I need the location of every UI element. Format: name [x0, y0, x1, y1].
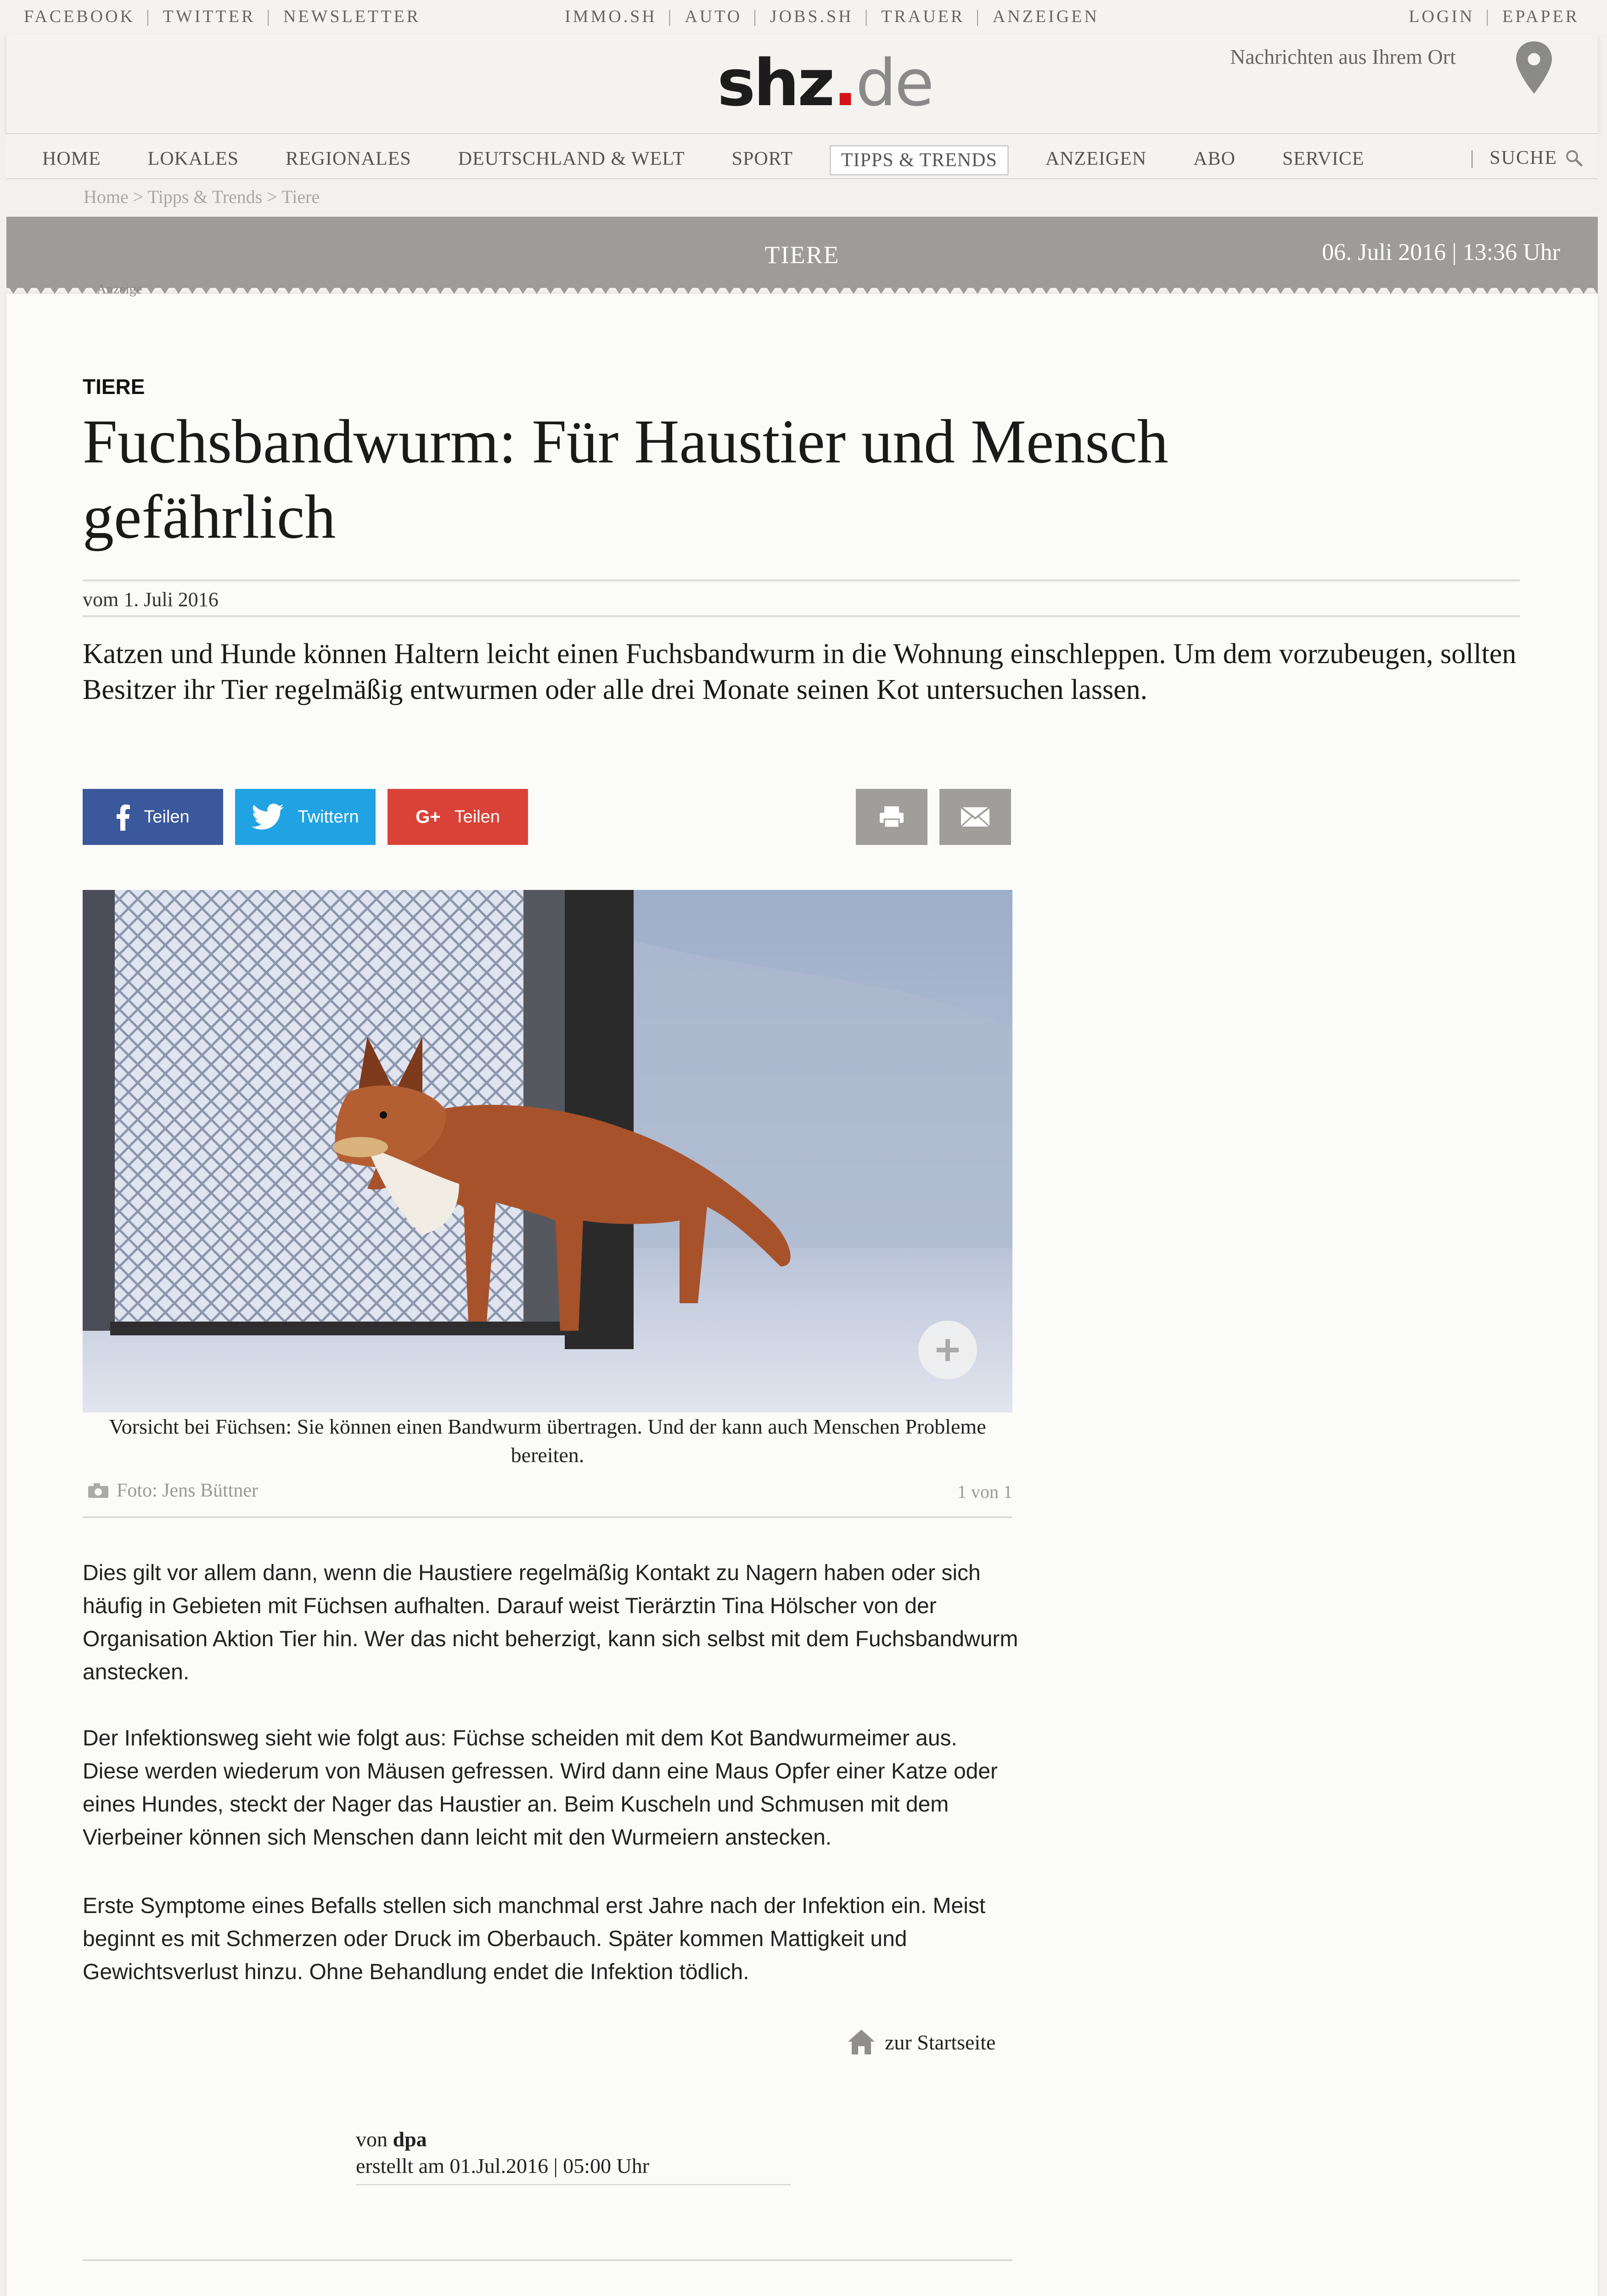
article-date: vom 1. Juli 2016: [83, 588, 219, 611]
top-links-right: LOGIN | EPAPER: [1409, 7, 1579, 26]
top-links-left: FACEBOOK | TWITTER | NEWSLETTER: [24, 7, 421, 26]
article-paragraph: Der Infektionsweg sieht wie folgt aus: Füchse scheiden mit dem Kot Bandwurmeimer aus. Diese werden wiederum von Mäusen gefressen. Wird dann eine Maus Opfer einer Katze oder eines Hundes, steckt der Nager das Haustier an. Beim Kuscheln und Schmusen mit dem Vierbeiner können sich Menschen dann leicht mit den Wurmeiern anstecken.: [83, 1726, 998, 1850]
newsletter-link[interactable]: NEWSLETTER: [283, 7, 421, 26]
plus-icon: [934, 1336, 961, 1364]
facebook-share-button[interactable]: Teilen: [83, 789, 223, 845]
nav-regionales[interactable]: REGIONALES: [286, 148, 411, 169]
article-lead: Katzen und Hunde können Haltern leicht einen Fuchsbandwurm in die Wohnung einschleppen. Um dem vorzubeugen, sollten Besitzer ihr Tier regelmäßig entwurmen oder alle drei Monate seinen Kot untersuchen lassen.: [83, 638, 1517, 705]
location-text[interactable]: Nachrichten aus Ihrem Ort: [1230, 45, 1456, 68]
home-icon: [847, 2029, 876, 2055]
print-icon: [879, 805, 905, 828]
nav-home[interactable]: HOME: [42, 148, 101, 169]
home-link[interactable]: zur Startseite: [847, 2029, 995, 2055]
article-headline: Fuchsbandwurm: Für Haustier und Mensch gefährlich: [83, 407, 1169, 551]
nav-service[interactable]: SERVICE: [1282, 148, 1365, 169]
expand-image-button[interactable]: [918, 1321, 977, 1379]
nav-tipps-trends[interactable]: TIPPS & TRENDS: [830, 145, 1009, 175]
category-title: TIERE: [764, 241, 840, 269]
photo-credit: Foto: Jens Büttner: [87, 1480, 258, 1502]
divider: [83, 615, 1520, 617]
photo-count: 1 von 1: [957, 1481, 1012, 1502]
login-link[interactable]: LOGIN: [1409, 7, 1475, 26]
top-links-center: IMMO.SH | AUTO | JOBS.SH | TRAUER | ANZEIGEN: [565, 7, 1099, 26]
fox-photo: [83, 890, 1012, 1412]
epaper-link[interactable]: EPAPER: [1502, 7, 1579, 26]
breadcrumb[interactable]: Home > Tipps & Trends > Tiere: [84, 186, 320, 207]
print-button[interactable]: [856, 789, 927, 845]
divider: [83, 2259, 1012, 2261]
nav-anzeigen[interactable]: ANZEIGEN: [1045, 148, 1147, 169]
facebook-link[interactable]: FACEBOOK: [24, 7, 135, 26]
nav-abo[interactable]: ABO: [1193, 148, 1236, 169]
anzeigen-link[interactable]: ANZEIGEN: [992, 7, 1099, 26]
divider: [83, 1516, 1012, 1518]
twitter-icon: [252, 804, 284, 830]
googleplus-share-button[interactable]: G+ Teilen: [388, 789, 528, 845]
twitter-share-button[interactable]: Twittern: [235, 789, 376, 845]
nav-sport[interactable]: SPORT: [731, 148, 793, 169]
nav-lokales[interactable]: LOKALES: [147, 148, 239, 169]
nav-deutschland-welt[interactable]: DEUTSCHLAND & WELT: [458, 148, 685, 169]
site-header: [6, 34, 1598, 133]
author-box: von dpa erstellt am 01.Jul.2016 | 05:00 Uhr: [356, 2126, 649, 2179]
googleplus-icon: G+: [416, 806, 441, 827]
location-pin-icon[interactable]: [1513, 40, 1555, 95]
trauer-link[interactable]: TRAUER: [881, 7, 965, 26]
facebook-icon: [116, 803, 130, 831]
author-name[interactable]: dpa: [393, 2127, 427, 2151]
email-button[interactable]: [939, 789, 1011, 845]
divider: [356, 2184, 791, 2185]
email-icon: [960, 806, 990, 827]
twitter-link[interactable]: TWITTER: [163, 7, 256, 26]
camera-icon: [87, 1482, 109, 1499]
auto-link[interactable]: AUTO: [685, 7, 742, 26]
category-band: [6, 217, 1598, 288]
immo-link[interactable]: IMMO.SH: [565, 7, 657, 26]
jobs-link[interactable]: JOBS.SH: [770, 7, 854, 26]
current-date: 06. Juli 2016 | 13:36 Uhr: [1322, 239, 1560, 265]
article-image[interactable]: [83, 890, 1012, 1412]
search-icon: [1565, 149, 1583, 167]
article-paragraph: Dies gilt vor allem dann, wenn die Haustiere regelmäßig Kontakt zu Nagern haben oder sich häufig in Gebieten mit Füchsen aufhalten. Darauf weist Tierärztin Tina Hölscher von der Organisation Aktion Tier hin. Wer das nicht beherzigt, kann sich selbst mit dem Fuchsbandwurm anstecken.: [83, 1561, 1018, 1684]
search-button[interactable]: | SUCHE: [1470, 147, 1583, 169]
article-paragraph: Erste Symptome eines Befalls stellen sich manchmal erst Jahre nach der Infektion ein. Meist beginnt es mit Schmerzen oder Druck im Oberbauch. Später kommen Mattigkeit und Gewichtsverlust hinzu. Ohne Behandlung endet die Infektion tödlich.: [83, 1894, 986, 1984]
ad-label: Anzeige: [96, 281, 142, 297]
divider: [83, 580, 1520, 581]
article-kicker: TIERE: [83, 375, 145, 399]
search-label: SUCHE: [1489, 147, 1557, 169]
main-navigation: [6, 133, 1598, 179]
site-logo[interactable]: shz.de: [717, 46, 933, 121]
top-utility-bar: [0, 0, 1607, 34]
image-caption: Vorsicht bei Füchsen: Sie können einen Bandwurm übertragen. Und der kann auch Menschen Probleme bereiten.: [109, 1415, 986, 1467]
created-date: erstellt am 01.Jul.2016 | 05:00 Uhr: [356, 2154, 650, 2178]
